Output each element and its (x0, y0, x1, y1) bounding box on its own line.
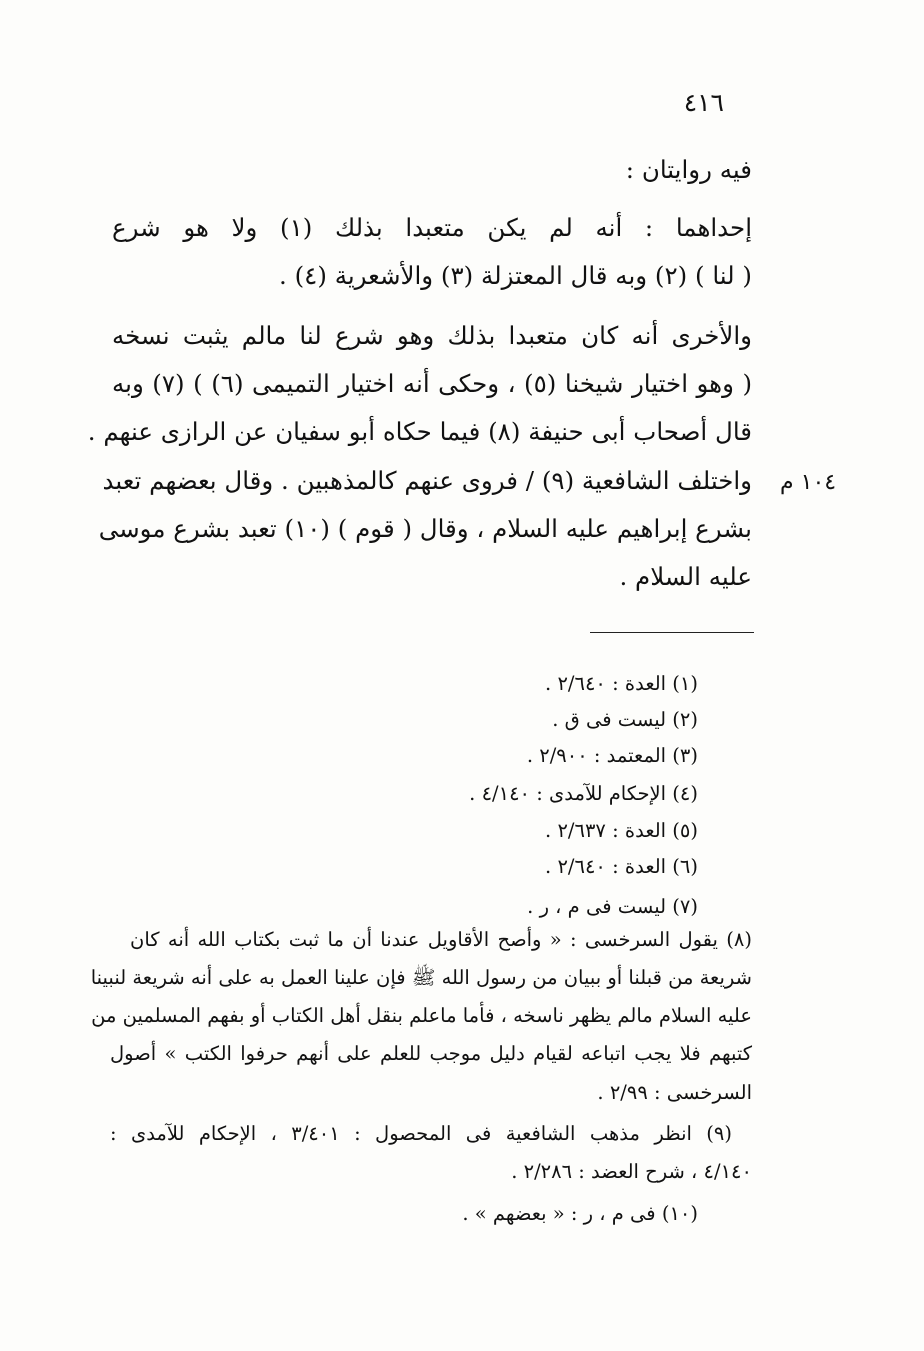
footnote-1: (١) العدة : ٢/٦٤٠ . (545, 672, 698, 695)
footnote-separator (590, 632, 754, 633)
body-line: إحداهما : أنه لم يكن متعبدا بذلك (١) ولا هو شرع (112, 213, 752, 242)
footnote-8-line: شريعة من قبلنا أو ببيان من رسول الله ﷺ فإن علينا العمل به على أنه شريعة لنبينا (90, 966, 752, 989)
footnote-10: (١٠) فى م ، ر : « بعضهم » . (462, 1202, 698, 1225)
body-line: والأخرى أنه كان متعبدا بذلك وهو شرع لنا مالم يثبت نسخه (112, 321, 752, 350)
margin-folio-note: ١٠٤ م (780, 470, 837, 495)
footnote-2: (٢) ليست فى ق . (552, 708, 698, 731)
body-line: عليه السلام . (619, 562, 752, 591)
footnote-8-line: (٨) يقول السرخسى : « وأصح الأقاويل عندنا أن ما ثبت بكتاب الله أنه كان (130, 928, 752, 951)
footnote-5: (٥) العدة : ٢/٦٣٧ . (545, 819, 698, 842)
body-line: فيه روايتان : (625, 155, 752, 184)
body-line: قال أصحاب أبى حنيفة (٨) فيما حكاه أبو سفيان عن الرازى عنهم . (87, 417, 752, 446)
page-number: ٤١٦ (683, 88, 724, 117)
body-line: ( وهو اختيار شيخنا (٥) ، وحكى أنه اختيار التميمى (٦) ) (٧) وبه (112, 369, 753, 398)
body-line: واختلف الشافعية (٩) / فروى عنهم كالمذهبين . وقال بعضهم تعبد (102, 466, 752, 495)
footnote-4: (٤) الإحكام للآمدى : ٤/١٤٠ . (469, 782, 698, 805)
footnote-7: (٧) ليست فى م ، ر . (527, 895, 698, 918)
footnote-3: (٣) المعتمد : ٢/٩٠٠ . (526, 744, 698, 767)
body-line: بشرع إبراهيم عليه السلام ، وقال ( قوم ) (١٠) تعبد بشرع موسى (98, 514, 752, 543)
body-line: ( لنا ) (٢) وبه قال المعتزلة (٣) والأشعرية (٤) . (279, 261, 752, 290)
footnote-9-line: (٩) انظر مذهب الشافعية فى المحصول : ٣/٤٠١ ، الإحكام للآمدى : (110, 1122, 732, 1145)
footnote-8-line: عليه السلام مالم يظهر ناسخه ، فأما ماعلم بنقل أهل الكتاب أو بفهم المسلمين من (91, 1004, 752, 1027)
footnote-8-line: السرخسى : ٢/٩٩ . (597, 1081, 752, 1104)
footnote-9-line: ٤/١٤٠ ، شرح العضد : ٢/٢٨٦ . (511, 1160, 752, 1183)
footnote-8-line: كتبهم فلا يجب اتباعه لقيام دليل موجب للعلم على أنهم حرفوا الكتب » أصول (110, 1042, 752, 1065)
footnote-6: (٦) العدة : ٢/٦٤٠ . (545, 855, 698, 878)
